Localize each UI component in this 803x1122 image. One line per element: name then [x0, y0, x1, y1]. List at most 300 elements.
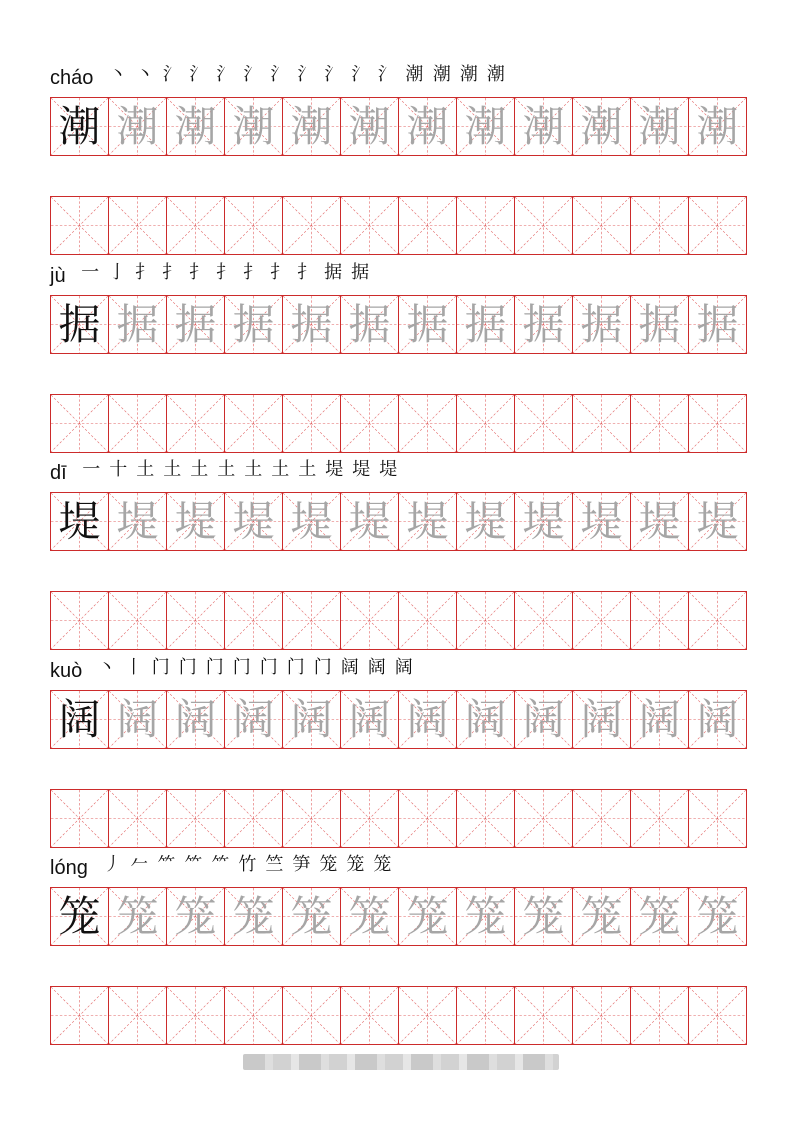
- trace-character: 据: [232, 299, 275, 349]
- stroke-step: 土: [136, 459, 155, 480]
- stroke-step: 氵: [294, 62, 321, 94]
- mi-grid-guides: [167, 197, 224, 254]
- pinyin-label: kuò: [50, 659, 83, 682]
- trace-cell: [341, 295, 399, 354]
- trace-character: 潮: [464, 101, 507, 151]
- trace-character: 潮: [290, 101, 333, 151]
- stroke-step-label: [452, 80, 453, 81]
- trace-character: 据: [348, 299, 391, 349]
- mi-grid-guides: [283, 987, 340, 1044]
- stroke-step-label: [155, 80, 156, 81]
- trace-character: 笼: [522, 891, 565, 941]
- trace-character: 阔: [638, 694, 681, 744]
- stroke-step-label: [317, 475, 318, 476]
- stroke-step: ⺮: [184, 854, 203, 875]
- stroke-step-label: [284, 870, 285, 871]
- trace-character: 潮: [580, 101, 623, 151]
- mi-grid-guides: [341, 790, 398, 847]
- stroke-step-label: [360, 673, 361, 674]
- mi-grid-guides: [515, 790, 572, 847]
- mi-grid-guides: [515, 592, 572, 649]
- trace-character: 笼: [348, 891, 391, 941]
- practice-cell[interactable]: [51, 394, 109, 453]
- practice-cell[interactable]: [457, 789, 515, 848]
- trace-character: 潮: [348, 101, 391, 151]
- stroke-step: 氵: [162, 64, 181, 85]
- stroke-step: ⺮: [211, 854, 230, 875]
- stroke-step-label: [506, 80, 507, 81]
- mi-grid-guides: [631, 987, 688, 1044]
- trace-cell: [631, 492, 689, 551]
- stroke-step-label: [343, 80, 345, 81]
- practice-cell[interactable]: [225, 591, 283, 650]
- trace-cell: [225, 97, 283, 156]
- trace-character: 堤: [522, 496, 565, 546]
- trace-character: 潮: [638, 101, 681, 151]
- stroke-step-label: [424, 80, 426, 81]
- model-cell: [51, 295, 109, 354]
- empty-row-3: [50, 789, 755, 848]
- trace-cell: [457, 690, 515, 749]
- stroke-step: 阔: [340, 657, 359, 678]
- stroke-step-label: [414, 673, 415, 674]
- practice-cell[interactable]: [167, 394, 225, 453]
- practice-cell[interactable]: [167, 789, 225, 848]
- stroke-step-label: [316, 278, 317, 279]
- stroke-step: 氵: [213, 62, 240, 94]
- stroke-step-label: [306, 673, 307, 674]
- trace-cell: [515, 492, 573, 551]
- practice-cell[interactable]: [631, 591, 689, 650]
- trace-cell: [167, 690, 225, 749]
- stroke-step: 笼: [319, 854, 338, 875]
- practice-cell[interactable]: [457, 986, 515, 1045]
- mi-grid-guides: [51, 395, 108, 452]
- stroke-step-label: [127, 278, 128, 279]
- practice-cell[interactable]: [631, 394, 689, 453]
- footer-watermark: [243, 1054, 559, 1070]
- trace-cell: [689, 492, 747, 551]
- practice-cell[interactable]: [225, 196, 283, 255]
- trace-character: 据: [522, 299, 565, 349]
- trace-character: 堤: [580, 496, 623, 546]
- mi-grid-guides: [457, 790, 514, 847]
- stroke-step: 扌: [270, 262, 289, 283]
- mi-grid-guides: [631, 197, 688, 254]
- trace-cell: [457, 295, 515, 354]
- stroke-step-label: [289, 80, 291, 81]
- mi-grid-guides: [457, 987, 514, 1044]
- stroke-step: 潮: [486, 64, 505, 85]
- trace-cell: [399, 295, 457, 354]
- mi-grid-guides: [689, 987, 746, 1044]
- trace-cell: [109, 887, 167, 946]
- practice-cell[interactable]: [283, 986, 341, 1045]
- trace-cell: [573, 492, 631, 551]
- mi-grid-guides: [109, 395, 166, 452]
- practice-cell[interactable]: [689, 986, 747, 1045]
- stroke-step-label: [387, 673, 388, 674]
- trace-cell: [399, 492, 457, 551]
- trace-cell: [457, 97, 515, 156]
- practice-cell[interactable]: [515, 986, 573, 1045]
- stroke-step-label: [128, 80, 129, 81]
- stroke-step-label: [289, 278, 290, 279]
- practice-cell[interactable]: [457, 591, 515, 650]
- stroke-order: [94, 655, 418, 687]
- practice-cell[interactable]: [399, 789, 457, 848]
- stroke-step-label: [230, 870, 231, 871]
- trace-row-4: [50, 887, 755, 946]
- stroke-step: 门: [313, 657, 332, 678]
- stroke-step-label: [333, 673, 334, 674]
- stroke-step: 门: [232, 657, 251, 678]
- stroke-step-label: [144, 673, 145, 674]
- trace-cell: [341, 97, 399, 156]
- empty-row-1: [50, 394, 755, 453]
- trace-cell: [283, 492, 341, 551]
- empty-row-0: [50, 196, 755, 255]
- trace-cell: [341, 492, 399, 551]
- stroke-step: 据: [351, 262, 370, 283]
- trace-cell: [399, 690, 457, 749]
- practice-cell[interactable]: [457, 394, 515, 453]
- trace-character: 据: [406, 299, 449, 349]
- model-character: 堤: [58, 496, 101, 546]
- practice-cell[interactable]: [283, 591, 341, 650]
- stroke-step-label: [209, 475, 210, 476]
- practice-cell[interactable]: [399, 591, 457, 650]
- mi-grid-guides: [457, 197, 514, 254]
- stroke-step: 扌: [162, 262, 181, 283]
- stroke-step: 丶: [108, 64, 127, 85]
- practice-cell[interactable]: [167, 196, 225, 255]
- pinyin-label: jù: [50, 264, 66, 287]
- practice-cell[interactable]: [341, 789, 399, 848]
- trace-cell: [515, 887, 573, 946]
- practice-cell[interactable]: [689, 789, 747, 848]
- stroke-step-label: [235, 278, 236, 279]
- trace-cell: [631, 690, 689, 749]
- stroke-step: 扌: [297, 262, 316, 283]
- stroke-step-label: [154, 278, 155, 279]
- trace-character: 潮: [696, 101, 739, 151]
- stroke-step: 𠂉: [130, 854, 149, 875]
- stroke-step: 氵: [348, 62, 375, 94]
- character-header-0: [50, 65, 510, 91]
- practice-cell[interactable]: [109, 986, 167, 1045]
- stroke-step-label: [343, 278, 344, 279]
- stroke-step-label: [344, 475, 345, 476]
- mi-grid-guides: [51, 592, 108, 649]
- mi-grid-guides: [167, 790, 224, 847]
- stroke-step-label: [182, 475, 183, 476]
- trace-cell: [167, 492, 225, 551]
- trace-cell: [225, 492, 283, 551]
- trace-character: 据: [116, 299, 159, 349]
- trace-character: 堤: [464, 496, 507, 546]
- stroke-step-label: [208, 80, 210, 81]
- stroke-step: 据: [324, 262, 343, 283]
- stroke-step-label: [338, 870, 339, 871]
- trace-character: 堤: [290, 496, 333, 546]
- trace-character: 阔: [580, 694, 623, 744]
- stroke-step-label: [290, 475, 291, 476]
- stroke-step: 门: [259, 657, 278, 678]
- practice-cell[interactable]: [515, 789, 573, 848]
- stroke-step-label: [235, 80, 237, 81]
- model-character: 据: [58, 299, 101, 349]
- mi-grid-guides: [399, 592, 456, 649]
- practice-cell[interactable]: [573, 591, 631, 650]
- trace-character: 笼: [638, 891, 681, 941]
- practice-cell[interactable]: [631, 789, 689, 848]
- trace-character: 堤: [232, 496, 275, 546]
- trace-character: 据: [464, 299, 507, 349]
- trace-cell: [341, 690, 399, 749]
- practice-cell[interactable]: [341, 394, 399, 453]
- stroke-step-label: [262, 278, 263, 279]
- trace-character: 笼: [232, 891, 275, 941]
- mi-grid-guides: [225, 790, 282, 847]
- trace-character: 阔: [174, 694, 217, 744]
- practice-cell[interactable]: [225, 394, 283, 453]
- trace-cell: [109, 690, 167, 749]
- practice-cell[interactable]: [109, 789, 167, 848]
- model-cell: [51, 887, 109, 946]
- stroke-step: 潮: [402, 62, 429, 94]
- trace-character: 潮: [174, 101, 217, 151]
- stroke-step-label: [262, 80, 264, 81]
- mi-grid-guides: [283, 395, 340, 452]
- mi-grid-guides: [631, 790, 688, 847]
- model-cell: [51, 690, 109, 749]
- trace-cell: [689, 690, 747, 749]
- practice-cell[interactable]: [109, 196, 167, 255]
- mi-grid-guides: [341, 592, 398, 649]
- mi-grid-guides: [341, 987, 398, 1044]
- stroke-step-label: [208, 278, 209, 279]
- stroke-step: 土: [271, 459, 290, 480]
- mi-grid-guides: [167, 987, 224, 1044]
- stroke-step: 堤: [379, 459, 398, 480]
- trace-cell: [283, 97, 341, 156]
- stroke-step: 土: [163, 459, 182, 480]
- trace-cell: [341, 887, 399, 946]
- trace-character: 堤: [174, 496, 217, 546]
- stroke-order: [100, 852, 397, 884]
- stroke-step-label: [279, 673, 280, 674]
- practice-cell[interactable]: [573, 394, 631, 453]
- stroke-step: 竹: [238, 854, 257, 875]
- stroke-step: 扌: [135, 262, 154, 283]
- practice-cell[interactable]: [51, 789, 109, 848]
- practice-cell[interactable]: [51, 986, 109, 1045]
- practice-cell[interactable]: [51, 591, 109, 650]
- practice-cell[interactable]: [631, 986, 689, 1045]
- practice-cell[interactable]: [283, 196, 341, 255]
- stroke-step-label: [236, 475, 237, 476]
- stroke-step-label: [252, 673, 253, 674]
- mi-grid-guides: [109, 790, 166, 847]
- practice-cell[interactable]: [689, 196, 747, 255]
- stroke-step: 扌: [216, 262, 235, 283]
- practice-cell[interactable]: [689, 591, 747, 650]
- practice-cell[interactable]: [283, 789, 341, 848]
- mi-grid-guides: [399, 197, 456, 254]
- stroke-step: 土: [244, 459, 263, 480]
- stroke-step: 笋: [292, 854, 311, 875]
- mi-grid-guides: [51, 197, 108, 254]
- practice-cell[interactable]: [167, 591, 225, 650]
- mi-grid-guides: [399, 395, 456, 452]
- stroke-step: 竺: [265, 854, 284, 875]
- mi-grid-guides: [515, 197, 572, 254]
- stroke-step: 丶: [135, 64, 154, 85]
- trace-character: 笼: [116, 891, 159, 941]
- trace-character: 阔: [464, 694, 507, 744]
- mi-grid-guides: [399, 790, 456, 847]
- trace-character: 堤: [116, 496, 159, 546]
- stroke-step: 堤: [325, 459, 344, 480]
- practice-cell[interactable]: [399, 986, 457, 1045]
- empty-row-4: [50, 986, 755, 1045]
- trace-character: 据: [696, 299, 739, 349]
- mi-grid-guides: [225, 987, 282, 1044]
- character-header-2: [50, 460, 403, 486]
- trace-character: 笼: [580, 891, 623, 941]
- stroke-step-label: [198, 673, 199, 674]
- trace-character: 潮: [522, 101, 565, 151]
- practice-cell[interactable]: [341, 591, 399, 650]
- stroke-step-label: [171, 673, 172, 674]
- stroke-step: 氵: [267, 62, 294, 94]
- stroke-step: 十: [109, 459, 128, 480]
- stroke-step: 氵: [375, 62, 402, 94]
- trace-row-1: [50, 295, 755, 354]
- stroke-step: 一: [81, 262, 100, 283]
- mi-grid-guides: [573, 197, 630, 254]
- mi-grid-guides: [689, 395, 746, 452]
- mi-grid-guides: [689, 197, 746, 254]
- trace-character: 阔: [116, 694, 159, 744]
- mi-grid-guides: [283, 592, 340, 649]
- practice-cell[interactable]: [341, 986, 399, 1045]
- trace-character: 堤: [638, 496, 681, 546]
- practice-cell[interactable]: [399, 394, 457, 453]
- stroke-step: 门: [205, 657, 224, 678]
- practice-cell[interactable]: [399, 196, 457, 255]
- stroke-step-label: [397, 80, 400, 81]
- stroke-step-label: [176, 870, 177, 871]
- trace-row-0: [50, 97, 755, 156]
- mi-grid-guides: [109, 987, 166, 1044]
- trace-character: 笼: [290, 891, 333, 941]
- practice-cell[interactable]: [573, 789, 631, 848]
- mi-grid-guides: [341, 395, 398, 452]
- stroke-step-label: [149, 870, 150, 871]
- stroke-step: 笼: [346, 854, 365, 875]
- trace-character: 潮: [232, 101, 275, 151]
- trace-character: 潮: [116, 101, 159, 151]
- practice-cell[interactable]: [631, 196, 689, 255]
- stroke-step-label: [203, 870, 204, 871]
- model-character: 潮: [58, 101, 101, 151]
- practice-cell[interactable]: [689, 394, 747, 453]
- practice-cell[interactable]: [225, 986, 283, 1045]
- stroke-step: 丨: [124, 657, 143, 678]
- stroke-step: 阔: [367, 657, 386, 678]
- stroke-step: 土: [298, 459, 317, 480]
- mi-grid-guides: [515, 395, 572, 452]
- practice-cell[interactable]: [109, 394, 167, 453]
- practice-cell[interactable]: [573, 196, 631, 255]
- practice-cell[interactable]: [283, 394, 341, 453]
- practice-cell[interactable]: [573, 986, 631, 1045]
- trace-character: 阔: [348, 694, 391, 744]
- stroke-step: 扌: [243, 262, 262, 283]
- practice-cell[interactable]: [515, 394, 573, 453]
- mi-grid-guides: [167, 395, 224, 452]
- practice-cell[interactable]: [109, 591, 167, 650]
- trace-character: 据: [580, 299, 623, 349]
- mi-grid-guides: [283, 197, 340, 254]
- practice-cell[interactable]: [225, 789, 283, 848]
- trace-cell: [283, 690, 341, 749]
- pinyin-label: cháo: [50, 66, 94, 89]
- stroke-step: 潮: [459, 64, 478, 85]
- trace-character: 堤: [696, 496, 739, 546]
- stroke-step-label: [365, 870, 366, 871]
- stroke-step-label: [316, 80, 318, 81]
- trace-character: 笼: [406, 891, 449, 941]
- trace-cell: [167, 97, 225, 156]
- stroke-step: 阔: [394, 657, 413, 678]
- stroke-step: 氵: [321, 62, 348, 94]
- mi-grid-guides: [689, 790, 746, 847]
- trace-character: 堤: [406, 496, 449, 546]
- trace-row-2: [50, 492, 755, 551]
- trace-cell: [631, 97, 689, 156]
- practice-cell[interactable]: [515, 196, 573, 255]
- trace-cell: [631, 887, 689, 946]
- practice-cell[interactable]: [167, 986, 225, 1045]
- practice-cell[interactable]: [457, 196, 515, 255]
- mi-grid-guides: [573, 987, 630, 1044]
- trace-character: 阔: [406, 694, 449, 744]
- stroke-step-label: [155, 475, 156, 476]
- practice-cell[interactable]: [515, 591, 573, 650]
- stroke-order: [105, 62, 510, 94]
- practice-cell[interactable]: [341, 196, 399, 255]
- practice-cell[interactable]: [51, 196, 109, 255]
- stroke-step: 一: [82, 459, 101, 480]
- mi-grid-guides: [341, 197, 398, 254]
- stroke-step-label: [398, 475, 399, 476]
- stroke-step: 门: [178, 657, 197, 678]
- trace-cell: [515, 690, 573, 749]
- trace-cell: [109, 492, 167, 551]
- stroke-step-label: [182, 80, 183, 81]
- stroke-step: 堤: [352, 459, 371, 480]
- trace-cell: [573, 887, 631, 946]
- stroke-step: 土: [217, 459, 236, 480]
- stroke-step-label: [371, 475, 372, 476]
- mi-grid-guides: [109, 197, 166, 254]
- mi-grid-guides: [225, 592, 282, 649]
- mi-grid-guides: [631, 395, 688, 452]
- stroke-step: 门: [151, 657, 170, 678]
